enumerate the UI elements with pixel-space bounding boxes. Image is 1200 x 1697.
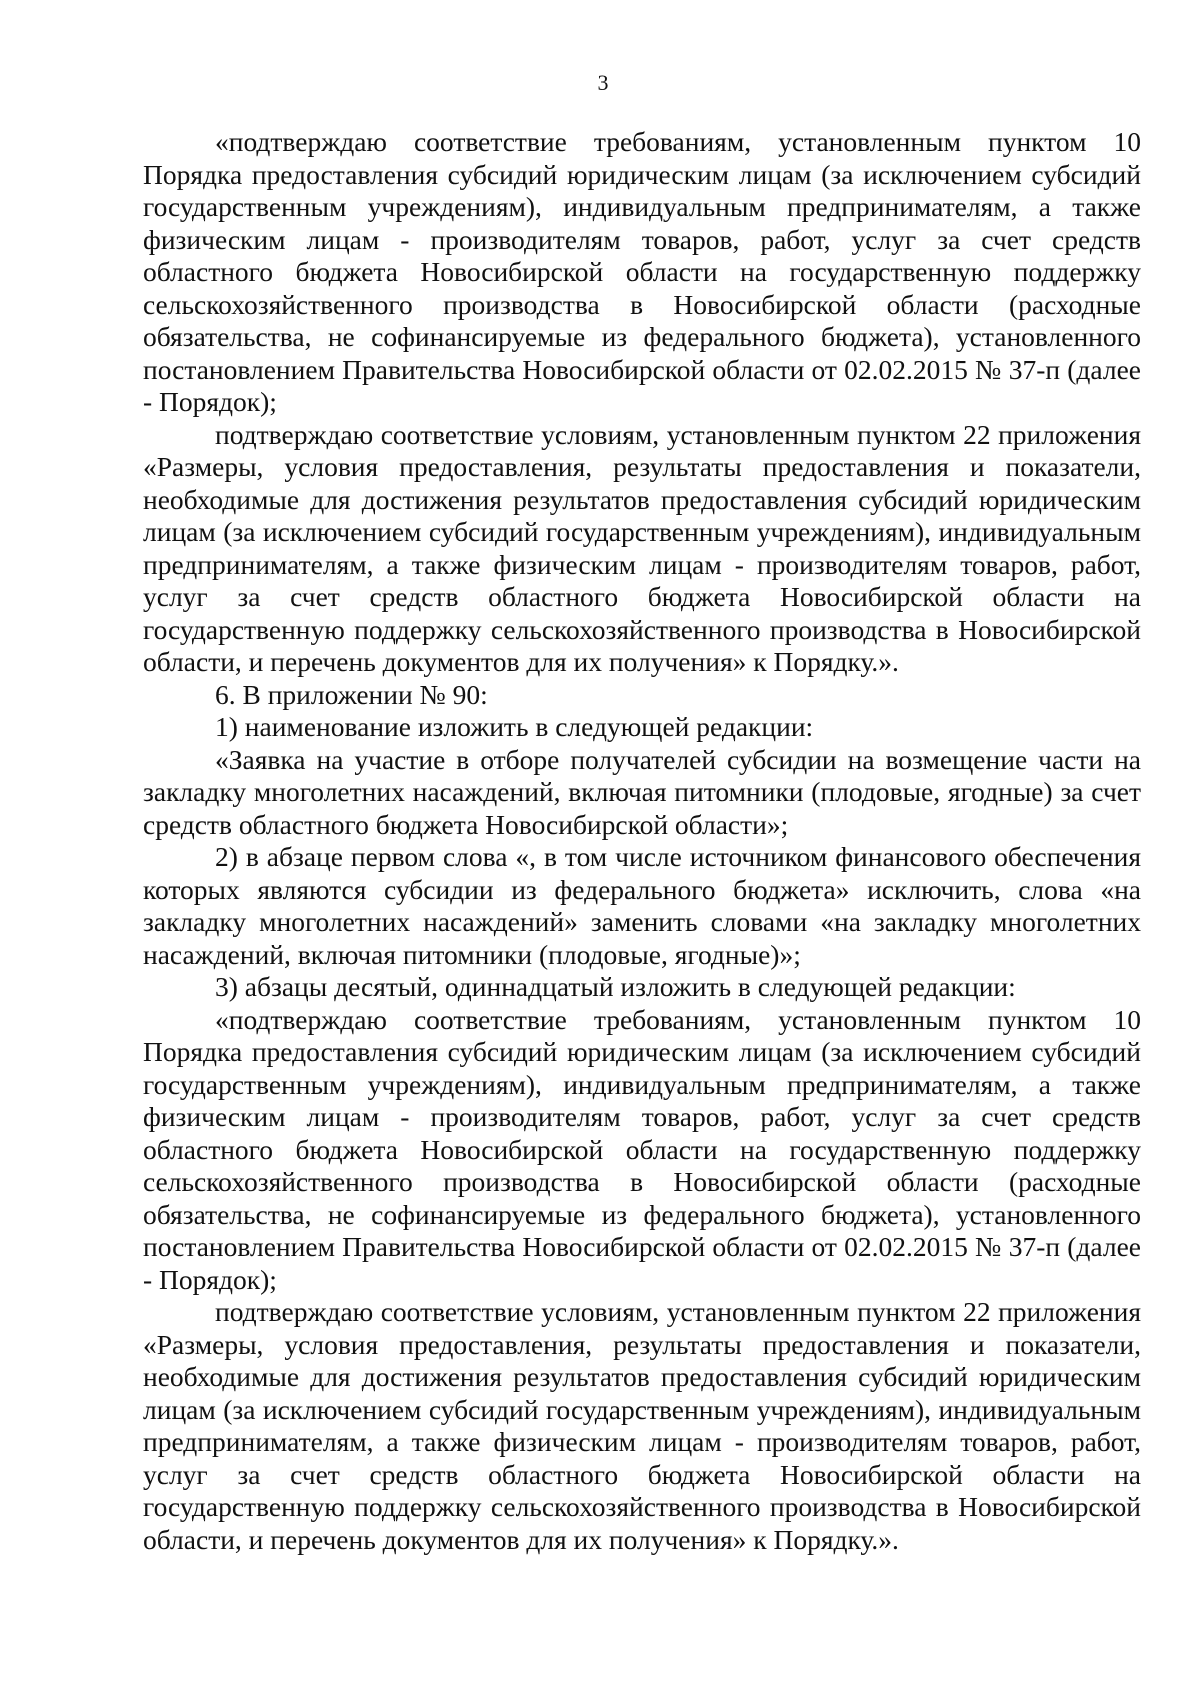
paragraph-conditions-confirmation-1: подтверждаю соответствие условиям, установленным пунктом 22 приложения «Размеры, условия предоставления, результаты предоставления и показатели, необходимые для достижения результатов предоставления субсидий юридическим лицам (за исключением субсидий государственным учреждениям), индивидуальным предпринимателям, а также физическим лицам - производителям товаров, работ, услуг за счет средств областного бюджета Новосибирской области на государственную поддержку сельскохозяйственного производства в Новосибирской области, и перечень документов для их получения» к Порядку.».	[143, 418, 1141, 677]
paragraph-application-title: «Заявка на участие в отборе получателей субсидии на возмещение части на закладку многолетних насаждений, включая питомники (плодовые, ягодные) за счет средств областного бюджета Новосибирской области»;	[143, 743, 1141, 840]
paragraph-appendix-90-heading: 6. В приложении № 90:	[215, 678, 488, 710]
page-number: 3	[597, 70, 609, 95]
paragraph-conditions-confirmation-2: подтверждаю соответствие условиям, установленным пунктом 22 приложения «Размеры, условия предоставления, результаты предоставления и показатели, необходимые для достижения результатов предоставления субсидий юридическим лицам (за исключением субсидий государственным учреждениям), индивидуальным предпринимателям, а также физическим лицам - производителям товаров, работ, услуг за счет средств областного бюджета Новосибирской области на государственную поддержку сельскохозяйственного производства в Новосибирской области, и перечень документов для их получения» к Порядку.».	[143, 1296, 1141, 1555]
paragraph-item-1: 1) наименование изложить в следующей редакции:	[215, 711, 814, 742]
paragraph-item-2: 2) в абзаце первом слова «, в том числе источником финансового обеспечения которых являются субсидии из федерального бюджета» исключить, слова «на закладку многолетних насаждений» заменить словами «на закладку многолетних насаждений, включая питомники (плодовые, ягодные)»;	[143, 841, 1141, 970]
document-body	[143, 126, 1141, 1556]
paragraph-requirements-confirmation-2: «подтверждаю соответствие требованиям, установленным пунктом 10 Порядка предоставления субсидий юридическим лицам (за исключением субсидий государственным учреждениям), индивидуальным предпринимателям, а также физическим лицам - производителям товаров, работ, услуг за счет средств областного бюджета Новосибирской области на государственную поддержку сельскохозяйственного производства в Новосибирской области (расходные обязательства, не софинансируемые из федерального бюджета), установленного постановлением Правительства Новосибирской области от 02.02.2015 № 37-п (далее - Порядок);	[143, 1003, 1141, 1295]
paragraph-requirements-confirmation-1: «подтверждаю соответствие требованиям, установленным пунктом 10 Порядка предоставления субсидий юридическим лицам (за исключением субсидий государственным учреждениям), индивидуальным предпринимателям, а также физическим лицам - производителям товаров, работ, услуг за счет средств областного бюджета Новосибирской области на государственную поддержку сельскохозяйственного производства в Новосибирской области (расходные обязательства, не софинансируемые из федерального бюджета), установленного постановлением Правительства Новосибирской области от 02.02.2015 № 37-п (далее - Порядок);	[143, 126, 1141, 417]
paragraph-item-3: 3) абзацы десятый, одиннадцатый изложить в следующей редакции:	[215, 971, 1016, 1002]
